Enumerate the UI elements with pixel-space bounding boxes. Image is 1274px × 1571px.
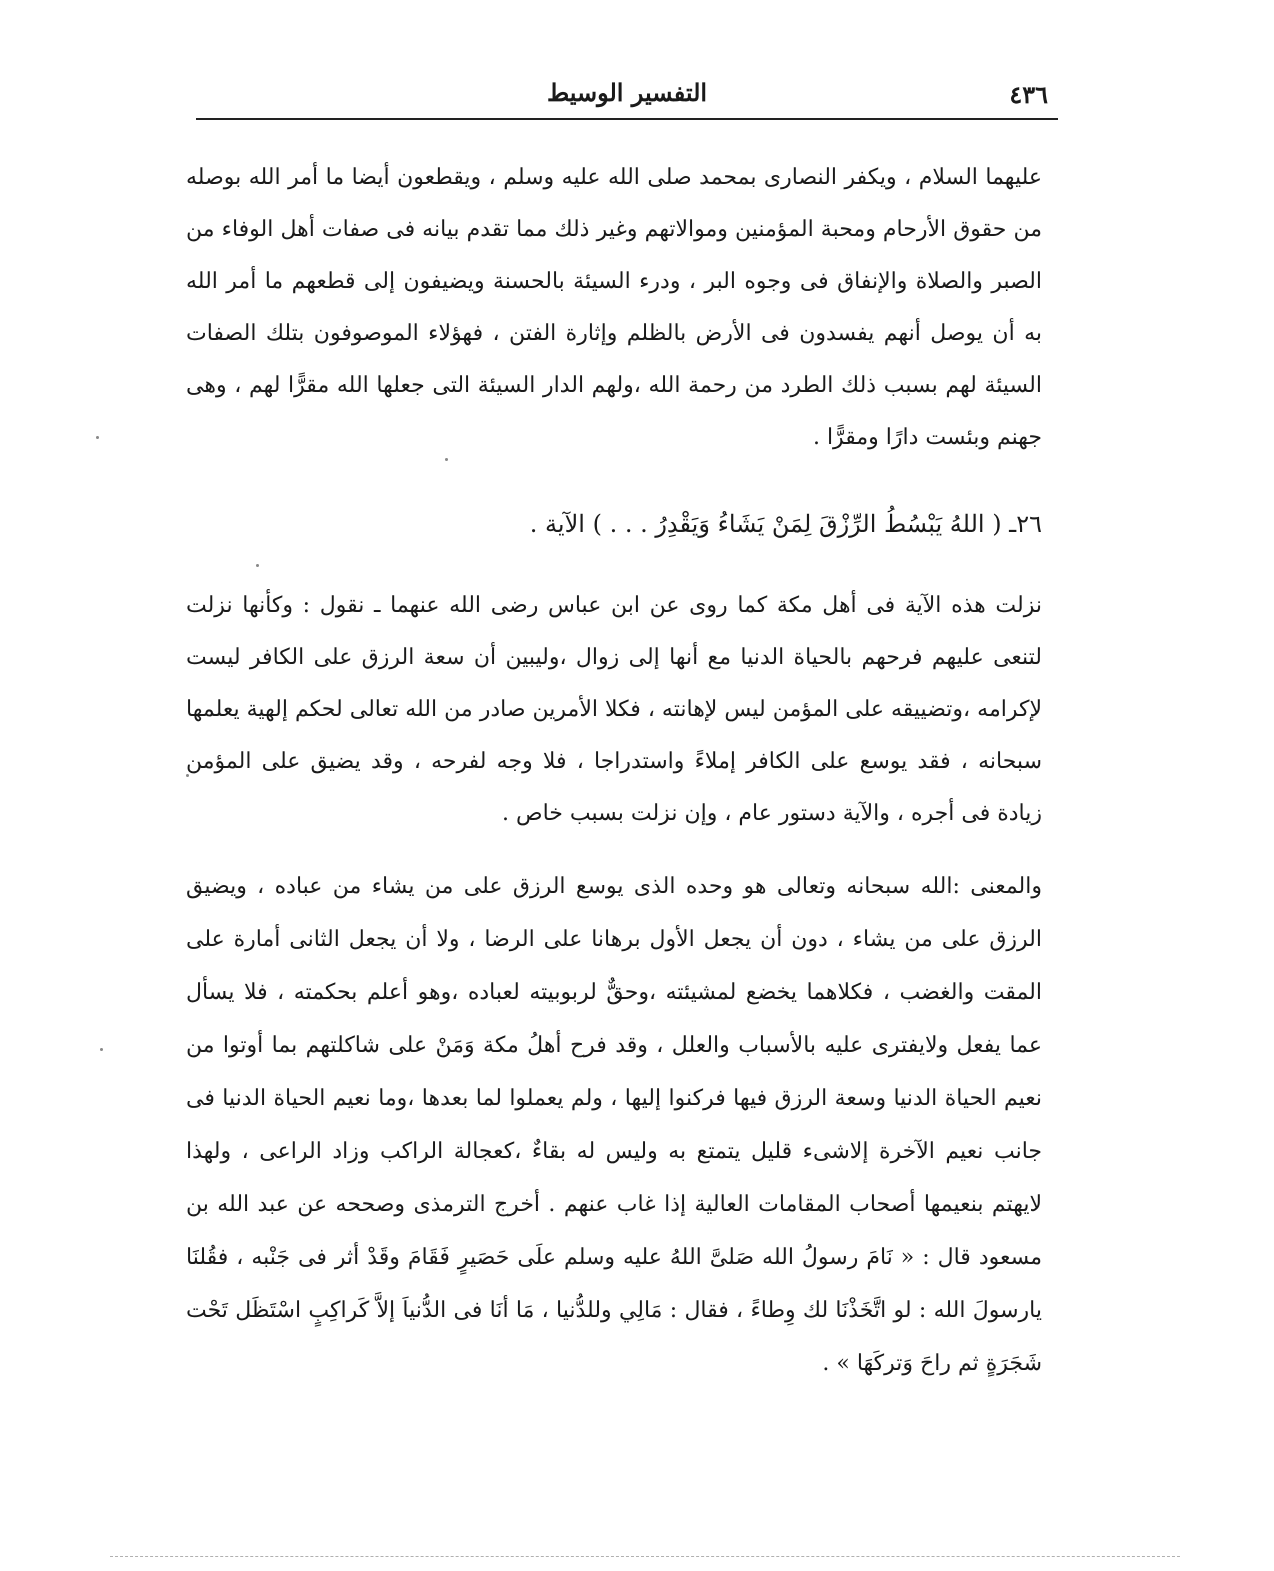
scan-speck <box>256 564 259 567</box>
paragraph-1: عليهما السلام ، ويكفر النصارى بمحمد صلى الله عليه وسلم ، ويقطعون أيضا ما أمر الله بوصله من حقوق الأرحام ومحبة المؤمنين وموالاتهم وغير ذلك مما تقدم بيانه فى صفات أهل الوفاء من الصبر والصلاة والإنفاق فى وجوه البر ، ودرء السيئة بالحسنة ويضيفون إلى قطعهم ما أمر الله به أن يوصل أنهم يفسدون فى الأرض بالظلم وإثارة الفتن ، فهؤلاء الموصوفون بتلك الصفات السيئة لهم بسبب ذلك الطرد من رحمة الله ،ولهم الدار السيئة التى جعلها الله مقرًّا لهم ، وهى جهنم وبئست دارًا ومقرًّا . <box>186 165 1042 450</box>
scan-speck <box>96 436 99 439</box>
scan-speck <box>100 1048 103 1051</box>
scan-speck <box>445 458 448 461</box>
header-rule <box>196 118 1058 120</box>
page-header <box>196 78 1058 112</box>
paragraph-2: نزلت هذه الآية فى أهل مكة كما روى عن ابن عباس رضى الله عنهما ـ نقول : وكأنها نزلت لتنعى عليهم فرحهم بالحياة الدنيا مع أنها إلى زوال ،وليبين أن سعة الرزق على الكافر ليست لإكرامه ،وتضييقه على المؤمن ليس لإهانته ، فكلا الأمرين صادر من الله تعالى لحكم إلهية يعلمها سبحانه ، فقد يوسع على الكافر إملاءً واستدراجا ، فلا وجه لفرحه ، وقد يضيق على المؤمن زيادة فى أجره ، والآية دستور عام ، وإن نزلت بسبب خاص . <box>186 593 1042 826</box>
scan-speck <box>186 774 189 777</box>
running-title: التفسير الوسيط <box>546 78 708 107</box>
footer-rule <box>110 1556 1180 1557</box>
paragraph-3: والمعنى :الله سبحانه وتعالى هو وحده الذى يوسع الرزق على من يشاء من عباده ، ويضيق الرزق على من يشاء ، دون أن يجعل الأول برهانا على الرضا ، ولا أن يجعل الثانى أمارة على المقت والغضب ، فكلاهما يخضع لمشيئته ،وحقٌّ لربوبيته لعباده ،وهو أعلم بحكمته ، فلا يسأل عما يفعل ولايفترى عليه بالأسباب والعلل ، وقد فرح أهلُ مكة وَمَنْ على شاكلتهم بما أوتوا من نعيم الحياة الدنيا وسعة الرزق فيها فركنوا إليها ، ولم يعملوا لما بعدها ،وما نعيم الحياة الدنيا فى جانب نعيم الآخرة إلاشىء قليل يتمتع به وليس له بقاءٌ ،كعجالة الراكب وزاد الراعى ، ولهذا لايهتم بنعيمها أصحاب المقامات العالية إذا غاب عنهم . أخرج الترمذى وصححه عن عبد الله بن مسعود قال : « نَامَ رسولُ الله صَلىَّ اللهُ عليه وسلم علَى حَصَيرٍ فَقَامَ وقَدْ أثر فى جَنْبه ، فقُلنَا يارسولَ الله : لو اتَّخَذْنَا لك وِطاءً ، فقال : مَالِي وللدُّنيا ، مَا أنَا فى الدُّنياَ إلاَّ كَراكِبٍ اسْتَظَل تَحْت شَجَرَةٍ ثم راحَ وَتركَهَا » . <box>186 874 1042 1376</box>
page-number: ٤٣٦ <box>1009 80 1048 109</box>
verse-heading: ٢٦ـ ( اللهُ يَبْسُطُ الرِّزْقَ لِمَنْ يَشَاءُ وَيَقْدِرُ . . . ) الآية . <box>529 510 1042 538</box>
